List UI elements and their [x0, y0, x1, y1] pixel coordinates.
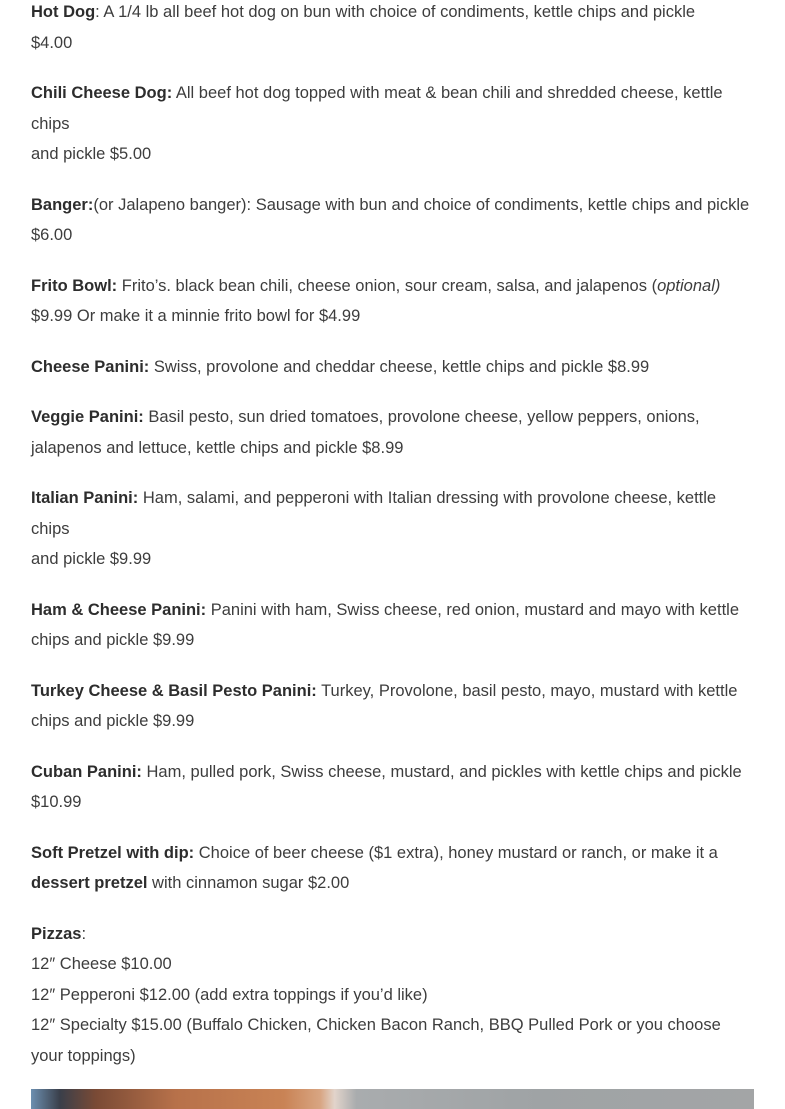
pizza-line: 12″ Cheese $10.00: [31, 955, 172, 973]
item-name: Banger:: [31, 195, 94, 214]
pizzas-section: Pizzas: 12″ Cheese $10.00 12″ Pepperoni $12.00 (add extra toppings if you’d like) 12″ Specialty $15.00 (Buffalo Chicken, Chicken Bacon Ranch, BBQ Pulled Pork or you choose your toppings): [31, 919, 754, 1072]
item-description: A 1/4 lb all beef hot dog on bun with choice of condiments, kettle chips and pickle: [103, 3, 696, 21]
item-description: Panini with ham, Swiss cheese, red onion, mustard and mayo with kettle chips and pickle $9.99: [31, 600, 739, 649]
item-name: Turkey Cheese & Basil Pesto Panini:: [31, 681, 317, 700]
item-name: Cheese Panini:: [31, 357, 150, 376]
pizzas-heading: Pizzas: [31, 924, 82, 943]
pizza-line: 12″ Pepperoni $12.00 (add extra toppings if you’d like): [31, 985, 428, 1004]
item-name: Hot Dog: [31, 3, 96, 21]
optional-note: optional): [657, 276, 721, 295]
item-description: All beef hot dog topped with meat & bean chili and shredded cheese, kettle chips: [31, 84, 723, 133]
menu-item-italian-panini: [31, 483, 754, 575]
item-description: Basil pesto, sun dried tomatoes, provolone cheese, yellow peppers, onions, jalapenos and lettuce, kettle chips and pickle $8.99: [31, 408, 700, 457]
item-price: $4.00: [31, 33, 73, 52]
item-name: Ham & Cheese Panini:: [31, 600, 207, 619]
menu-item-chili-cheese-dog: [31, 78, 754, 170]
menu-item-soft-pretzel: Soft Pretzel with dip: Choice of beer cheese ($1 extra), honey mustard or ranch, or make it a dessert pretzel with cinnamon sugar $2.00: [31, 843, 718, 892]
item-price: $9.99 Or make it a minnie frito bowl for $4.99: [31, 307, 361, 325]
menu-item-banger: [31, 190, 754, 251]
pizza-line: 12″ Specialty $15.00 (Buffalo Chicken, Chicken Bacon Ranch, BBQ Pulled Pork or you choose your toppings): [31, 1016, 721, 1065]
dessert-pretzel-label: dessert pretzel: [31, 874, 148, 892]
item-name: Cuban Panini:: [31, 762, 142, 781]
item-name: Veggie Panini:: [31, 408, 144, 426]
menu-item-cuban-panini: [31, 757, 754, 818]
item-description: Turkey, Provolone, basil pesto, mayo, mustard with kettle chips and pickle $9.99: [31, 681, 738, 730]
item-description: Choice of beer cheese ($1 extra), honey mustard or ranch, or make it a: [198, 843, 718, 862]
menu-item-cheese-panini: [31, 352, 754, 383]
menu-item-veggie-panini: [31, 402, 754, 463]
item-description: Frito’s. black bean chili, cheese onion, sour cream, salsa, and jalapenos (: [121, 276, 658, 295]
item-price: and pickle $9.99: [31, 550, 152, 568]
item-name: Italian Panini:: [31, 489, 139, 507]
menu-item-frito-bowl: [31, 271, 754, 332]
food-photo: [31, 1089, 754, 1109]
item-description: Swiss, provolone and cheddar cheese, kettle chips and pickle $8.99: [153, 357, 650, 376]
item-name: Soft Pretzel with dip:: [31, 843, 195, 862]
item-description: (or Jalapeno banger): Sausage with bun and choice of condiments, kettle chips and pickle $6.00: [31, 195, 750, 244]
item-description: Ham, pulled pork, Swiss cheese, mustard, and pickles with kettle chips and pickle $10.99: [31, 762, 742, 811]
item-description: Ham, salami, and pepperoni with Italian dressing with provolone cheese, kettle chips: [31, 489, 717, 538]
menu-item-turkey-pesto-panini: [31, 676, 754, 737]
menu-item-hot-dog: Hot Dog: A 1/4 lb all beef hot dog on bun with choice of condiments, kettle chips and pickle $4.00: [31, 0, 754, 58]
item-name: Frito Bowl:: [31, 276, 118, 295]
item-name: Chili Cheese Dog:: [31, 84, 173, 102]
item-price: and pickle $5.00: [31, 145, 152, 163]
menu-item-ham-cheese-panini: [31, 595, 754, 656]
